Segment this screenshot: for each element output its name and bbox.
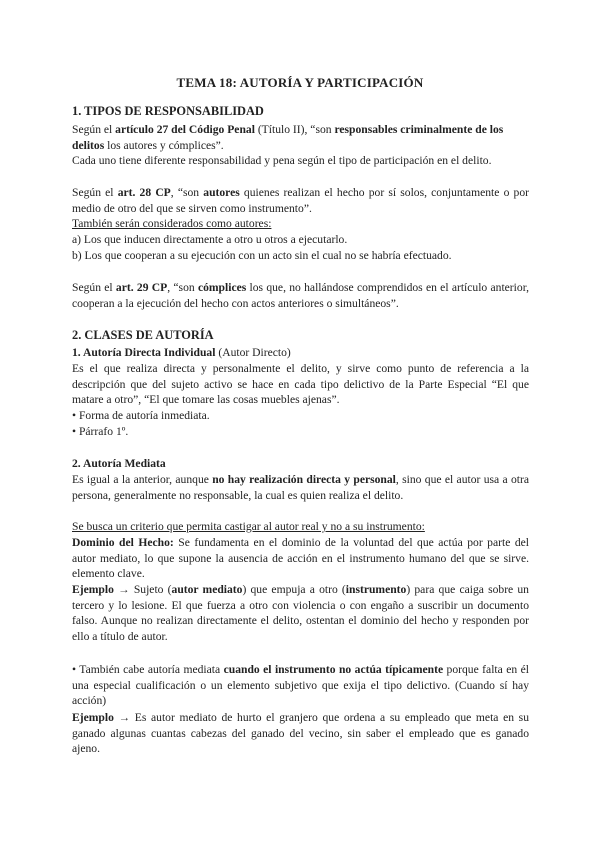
paragraph-dominio-del-hecho: Dominio del Hecho: Se fundamenta en el dominio de la voluntad del que actúa por parte del autor mediato, lo que supone la ausencia de acción en el instrumento humano del que se sirve. elemento clave. <box>72 536 530 581</box>
bullet-parrafo: • Párrafo 1º. <box>72 425 129 438</box>
paragraph-art-28: Según el art. 28 CP, “son autores quienes realizan el hecho por sí solos, conjuntamente o por medio de otro del que se sirven como instrumento”. <box>72 186 529 215</box>
subsection-autoria-directa: 1. Autoría Directa Individual (Autor Directo) <box>72 346 291 359</box>
paragraph-autoria-mediata: Es igual a la anterior, aunque no hay realización directa y personal, sino que el autor usa a otra persona, generalmente no responsable, la cual es quien realiza el delito. <box>72 473 529 502</box>
section-1-heading: 1. TIPOS DE RESPONSABILIDAD <box>72 104 264 118</box>
section-2-heading: 2. CLASES DE AUTORÍA <box>72 328 214 342</box>
criterio-heading: Se busca un criterio que permita castigar al autor real y no a su instrumento: <box>72 520 425 533</box>
paragraph-responsabilidad: Cada uno tiene diferente responsabilidad y pena según el tipo de participación en el delito. <box>72 154 492 167</box>
subsection-autoria-mediata: 2. Autoría Mediata <box>72 457 166 470</box>
bullet-forma-inmediata: • Forma de autoría inmediata. <box>72 409 210 422</box>
paragraph-instrumento-no-tipico: • También cabe autoría mediata cuando el instrumento no actúa típicamente porque falta en él una especial cualificación o un elemento subjetivo que exija el tipo delictivo. (Cuando sí hay acción) <box>72 663 529 708</box>
also-authors-heading: También serán considerados como autores: <box>72 217 272 230</box>
document-title: TEMA 18: AUTORÍA Y PARTICIPACIÓN <box>176 75 424 90</box>
list-item-a: a) Los que inducen directamente a otro u otros a ejecutarlo. <box>72 233 348 246</box>
paragraph-art-27: Según el artículo 27 del Código Penal (Título II), “son responsables criminalmente de los delitos los autores y cómplices”. <box>72 123 504 152</box>
paragraph-ejemplo-1: Ejemplo → Sujeto (autor mediato) que empuja a otro (instrumento) para que caiga sobre un tercero y lo lesione. El que fuerza a otro con violencia o con engaño a suscribir un documento falso. Aunque no realizan directamente el delito, ostentan el dominio del hecho y responden por ello a título de autor. <box>72 583 529 643</box>
paragraph-ejemplo-2: Ejemplo → Es autor mediato de hurto el granjero que ordena a su empleado que meta en su ganado algunas cuantas cabezas del ganado del vecino, sin saber el empleado que es ganado ajeno. <box>72 711 529 756</box>
list-item-b: b) Los que cooperan a su ejecución con un acto sin el cual no se habría efectuado. <box>72 249 452 262</box>
paragraph-art-29: Según el art. 29 CP, “son cómplices los que, no hallándose comprendidos en el artículo anterior, cooperan a la ejecución del hecho con actos anteriores o simultáneos”. <box>72 281 529 310</box>
paragraph-autoria-directa: Es el que realiza directa y personalmente el delito, y sirve como punto de referencia a la descripción que del sujeto activo se hace en cada tipo delictivo de la Parte Especial “El que matare a otro”, “El que tomare las cosas muebles ajenas”. <box>72 362 529 407</box>
